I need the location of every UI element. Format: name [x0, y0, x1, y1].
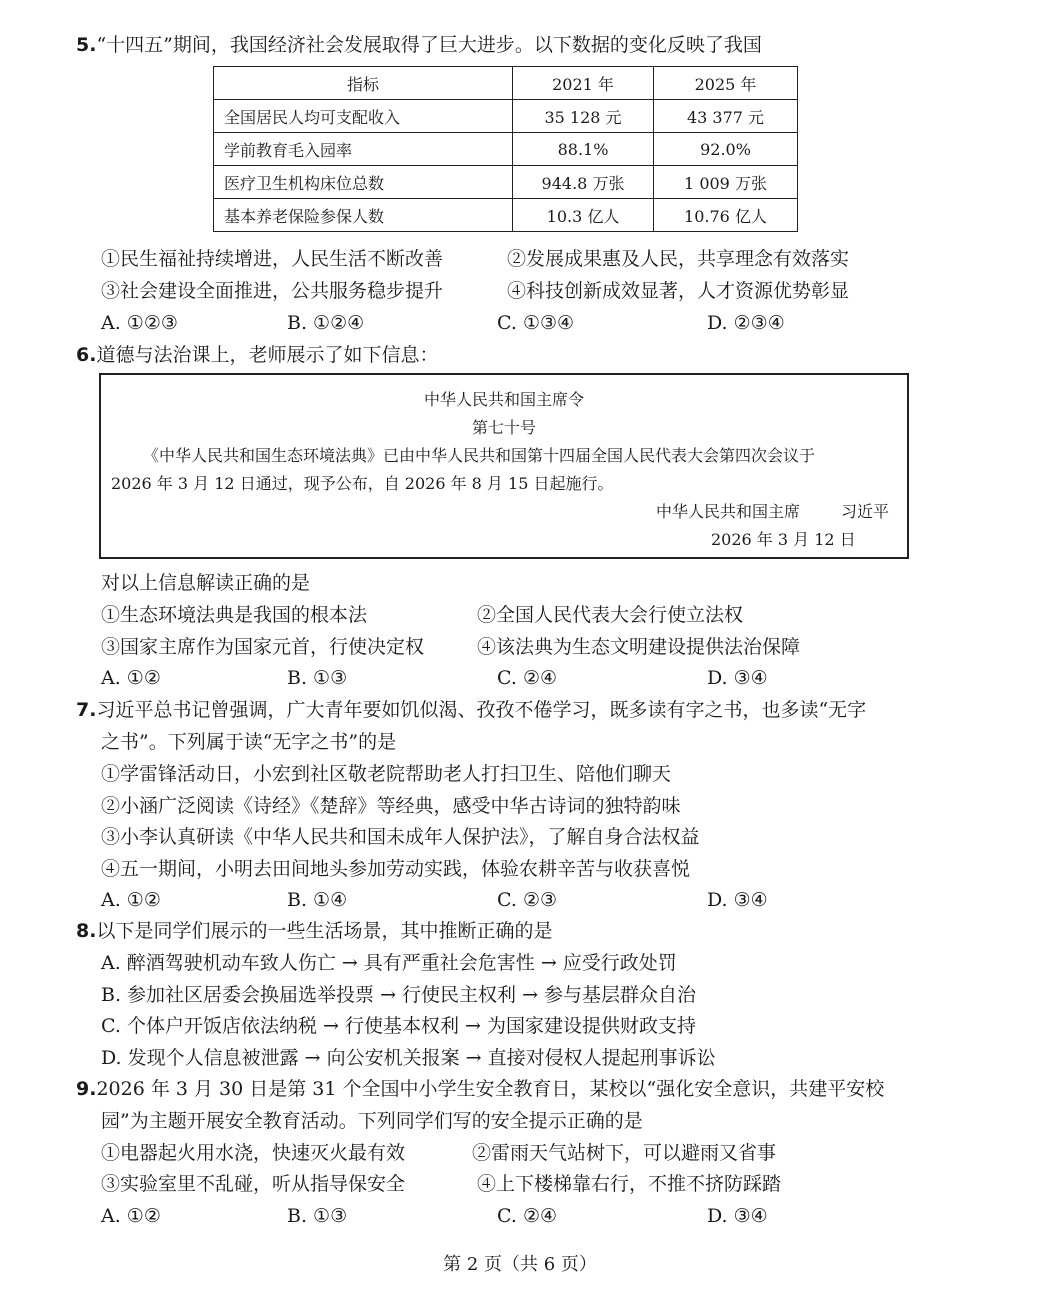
table-row	[214, 133, 798, 166]
q5-option-c[interactable]: C. ①③④	[497, 312, 575, 334]
q9-item-4: ④上下楼梯靠右行，不推不挤防踩踏	[477, 1173, 782, 1195]
q6-item-1: ①生态环境法典是我国的根本法	[101, 604, 368, 626]
q9-option-c[interactable]: C. ②④	[497, 1205, 558, 1227]
q8-option-c[interactable]: C. 个体户开饭店依法纳税 → 行使基本权利 → 为国家建设提供财政支持	[101, 1015, 696, 1037]
question-9-stem-line-1: 9.2026 年 3 月 30 日是第 31 个全国中小学生安全教育日，某校以“强化安全意识，共建平安校	[76, 1078, 885, 1100]
decree-body-line-2: 2026 年 3 月 12 日通过，现予公布，自 2026 年 8 月 15 日起施行。	[111, 474, 614, 493]
q6-option-c[interactable]: C. ②④	[497, 667, 558, 689]
q7-option-a[interactable]: A. ①②	[101, 889, 161, 911]
q5-option-a[interactable]: A. ①②③	[101, 312, 178, 334]
question-7-number: 7.	[76, 699, 97, 721]
q8-option-b[interactable]: B. 参加社区居委会换届选举投票 → 行使民主权利 → 参与基层群众自治	[101, 984, 697, 1006]
decree-title: 中华人民共和国主席令	[423, 390, 584, 409]
table-cell: 92.0%	[654, 133, 798, 166]
table-header-cell: 2025 年	[654, 67, 798, 100]
question-8-stem: 8.以下是同学们展示的一些生活场景，其中推断正确的是	[76, 920, 553, 942]
table-cell: 医疗卫生机构床位总数	[214, 166, 513, 199]
q7-item-1: ①学雷锋活动日，小宏到社区敬老院帮助老人打扫卫生、陪他们聊天	[101, 763, 672, 785]
q7-item-4: ④五一期间，小明去田间地头参加劳动实践，体验农耕辛苦与收获喜悦	[101, 858, 691, 880]
q7-item-2: ②小涵广泛阅读《诗经》《楚辞》等经典，感受中华古诗词的独特韵味	[101, 795, 681, 817]
question-7-stem-line-1: 7.习近平总书记曾强调，广大青年要如饥似渴、孜孜不倦学习，既多读有字之书，也多读“无字	[76, 699, 867, 721]
decree-signer-name: 习近平	[841, 502, 890, 521]
q6-option-d[interactable]: D. ③④	[707, 667, 768, 689]
table-cell: 基本养老保险参保人数	[214, 199, 513, 232]
table-cell: 全国居民人均可支配收入	[214, 100, 513, 133]
table-cell: 10.3 亿人	[513, 199, 654, 232]
q9-option-a[interactable]: A. ①②	[101, 1205, 161, 1227]
q5-item-1: ①民生福祉持续增进，人民生活不断改善	[101, 248, 444, 270]
table-cell: 35 128 元	[513, 100, 654, 133]
table-row	[214, 199, 798, 232]
table-cell: 1 009 万张	[654, 166, 798, 199]
table-header-cell: 指标	[214, 67, 513, 100]
q6-item-2: ②全国人民代表大会行使立法权	[477, 604, 744, 626]
q9-item-1: ①电器起火用水浇，快速灭火最有效	[101, 1142, 406, 1164]
question-9-stem-line-2: 园”为主题开展安全教育活动。下列同学们写的安全提示正确的是	[101, 1110, 643, 1132]
q9-option-b[interactable]: B. ①③	[287, 1205, 348, 1227]
q8-option-a[interactable]: A. 醉酒驾驶机动车致人伤亡 → 具有严重社会危害性 → 应受行政处罚	[101, 952, 677, 974]
q7-option-b[interactable]: B. ①④	[287, 889, 348, 911]
q6-question: 对以上信息解读正确的是	[101, 572, 311, 594]
table-cell: 10.76 亿人	[654, 199, 798, 232]
decree-body-line-1: 《中华人民共和国生态环境法典》已由中华人民共和国第十四届全国人民代表大会第四次会议于	[143, 446, 816, 465]
table-row	[214, 166, 798, 199]
q5-item-2: ②发展成果惠及人民，共享理念有效落实	[507, 248, 850, 270]
question-8-number: 8.	[76, 920, 97, 942]
q6-item-4: ④该法典为生态文明建设提供法治保障	[477, 636, 801, 658]
q7-option-c[interactable]: C. ②③	[497, 889, 558, 911]
question-6-number: 6.	[76, 344, 97, 366]
q6-item-3: ③国家主席作为国家元首，行使决定权	[101, 636, 425, 658]
table-header-row	[214, 67, 798, 100]
q7-option-d[interactable]: D. ③④	[707, 889, 768, 911]
q9-item-3: ③实验室里不乱碰，听从指导保安全	[101, 1173, 406, 1195]
q5-option-b[interactable]: B. ①②④	[287, 312, 365, 334]
table-cell: 43 377 元	[654, 100, 798, 133]
table-cell: 学前教育毛入园率	[214, 133, 513, 166]
question-5-stem: 5.“十四五”期间，我国经济社会发展取得了巨大进步。以下数据的变化反映了我国	[76, 34, 762, 56]
decree-date: 2026 年 3 月 12 日	[711, 530, 856, 549]
q6-option-a[interactable]: A. ①②	[101, 667, 161, 689]
page-footer: 第 2 页（共 6 页）	[443, 1254, 597, 1275]
q6-option-b[interactable]: B. ①③	[287, 667, 348, 689]
q8-option-d[interactable]: D. 发现个人信息被泄露 → 向公安机关报案 → 直接对侵权人提起刑事诉讼	[101, 1047, 716, 1069]
q7-item-3: ③小李认真研读《中华人民共和国未成年人保护法》，了解自身合法权益	[101, 826, 700, 848]
table-cell: 88.1%	[513, 133, 654, 166]
q5-data-table	[213, 66, 798, 232]
presidential-decree-box	[99, 373, 909, 559]
q5-item-4: ④科技创新成效显著，人才资源优势彰显	[507, 280, 850, 302]
q9-option-d[interactable]: D. ③④	[707, 1205, 768, 1227]
q9-item-2: ②雷雨天气站树下，可以避雨又省事	[472, 1142, 777, 1164]
table-row	[214, 100, 798, 133]
table-cell: 944.8 万张	[513, 166, 654, 199]
q5-option-d[interactable]: D. ②③④	[707, 312, 785, 334]
q5-item-3: ③社会建设全面推进，公共服务稳步提升	[101, 280, 444, 302]
question-7-stem-line-2: 之书”。下列属于读“无字之书”的是	[101, 731, 397, 753]
question-6-stem: 6.道德与法治课上，老师展示了如下信息：	[76, 344, 439, 366]
question-5-number: 5.	[76, 34, 97, 56]
question-9-number: 9.	[76, 1078, 97, 1100]
table-header-cell: 2021 年	[513, 67, 654, 100]
decree-signer-title: 中华人民共和国主席	[656, 502, 801, 521]
decree-number: 第七十号	[471, 418, 536, 437]
